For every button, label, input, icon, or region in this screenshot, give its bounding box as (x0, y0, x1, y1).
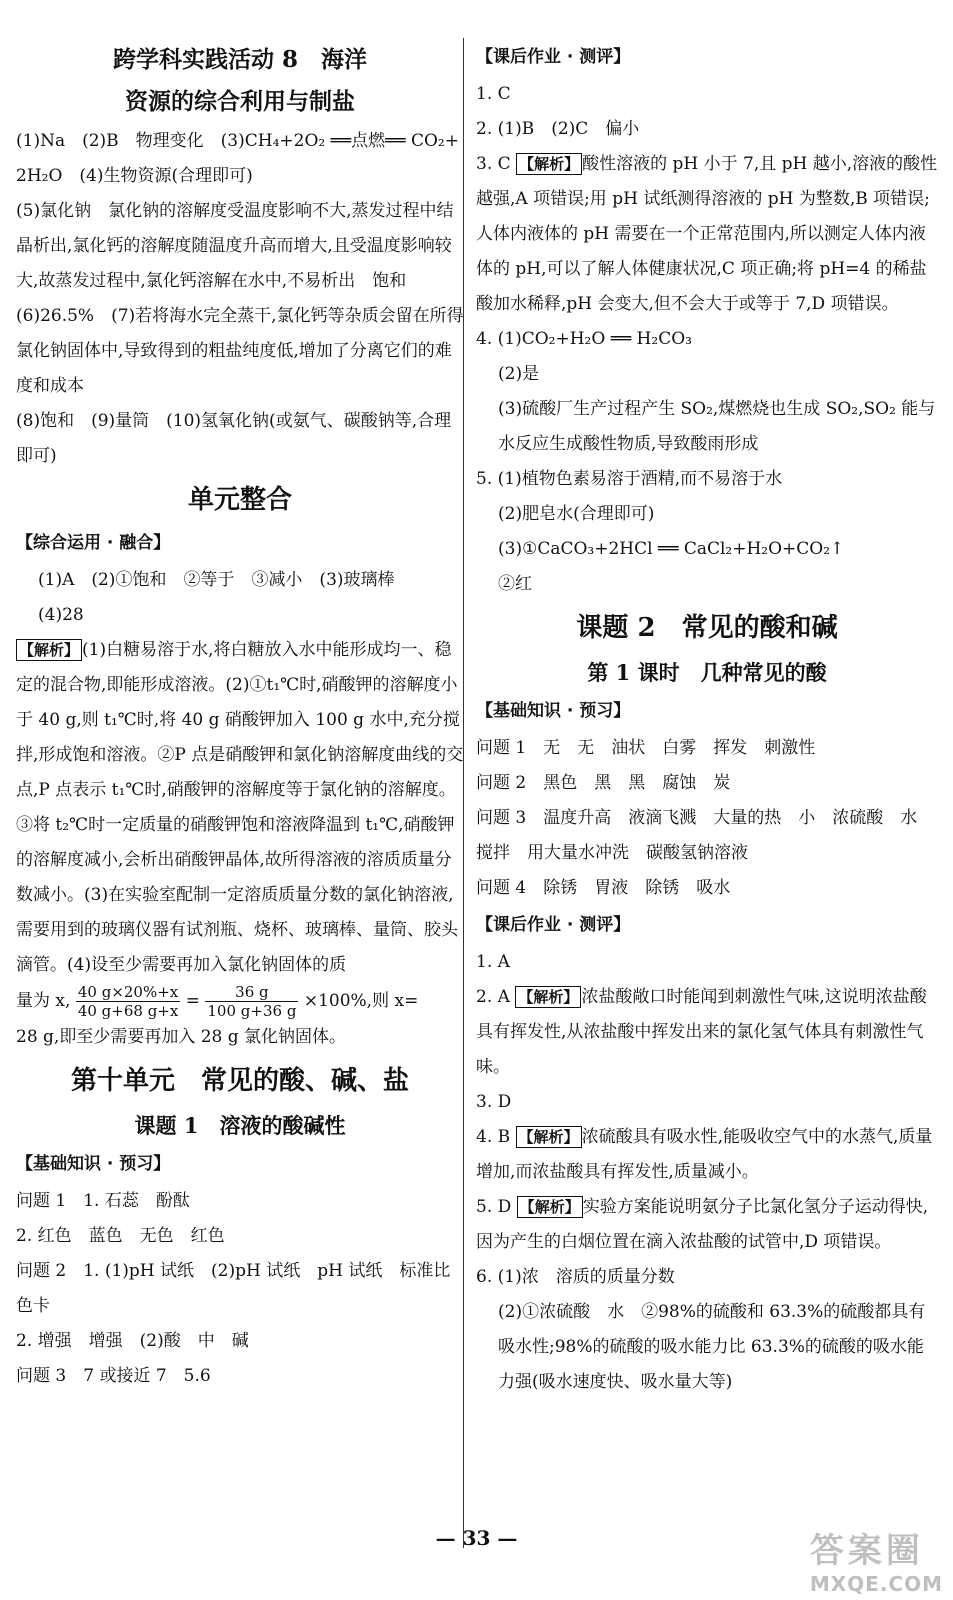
chapter-title: 第十单元 常见的酸、碱、盐 (70, 1066, 409, 1096)
answer-line: (2)肥皂水(合理即可) (498, 504, 655, 524)
section-heading: 【综合运用 · 融合】 (16, 533, 171, 553)
answer-number: 5. D (476, 1197, 512, 1217)
question-line: 问题 2 1. (1)pH 试纸 (2)pH 试纸 pH 试纸 标准比色卡 (16, 1261, 451, 1316)
fraction-numerator: 36 g (205, 983, 298, 1002)
jiexi-tag: 【 解析 】 (517, 1196, 583, 1218)
fraction-left (76, 983, 181, 1020)
period-title: 第 1 课时 几种常见的酸 (587, 660, 827, 685)
activity-title-1: 跨学科实践活动 8 海洋 (112, 46, 367, 73)
question-line: 问题 4 除锈 胃液 除锈 吸水 (476, 878, 731, 898)
activity-title-2: 资源的综合利用与制盐 (125, 88, 355, 115)
fraction-denominator: 40 g+68 g+x (77, 1002, 179, 1020)
answer-line: (8)饱和 (9)量筒 (10)氢氧化钠(或氨气、碳酸钠等,合理即可) (16, 411, 452, 466)
lesson-title: 课题 2 常见的酸和碱 (576, 613, 838, 643)
answer-line: 5. (1)植物色素易溶于酒精,而不易溶于水 (476, 469, 783, 489)
answer-paragraph: (5)氯化钠 氯化钠的溶解度受温度影响不大,蒸发过程中结晶析出,氯化钙的溶解度随温度升高而增大,且受温度影响较大,故蒸发过程中,氯化钙溶解在水中,不易析出 饱和 (6)26.5% (7)若将海水完全蒸干,氯化钙等杂质会留在所得氯化钠固体中,导致得到的粗盐纯度低,增加了分离它们的难度和成本 (16, 201, 464, 396)
equation-prefix: 量为 x, (16, 991, 71, 1011)
answer-line: ②红 (498, 574, 532, 594)
answer-line: 1. A (476, 952, 510, 972)
section-heading: 【课后作业 · 测评】 (476, 47, 631, 67)
explanation-text: 实验方案能说明氨分子比氯化氢分子运动得快,因为产生的白烟位置在滴入浓盐酸的试管中,D 项错误。 (476, 1197, 929, 1252)
fraction-numerator: 40 g×20%+x (76, 983, 181, 1002)
section-heading: 【基础知识 · 预习】 (16, 1154, 171, 1174)
equation-suffix: ×100%,则 x= (303, 991, 419, 1011)
answer-paragraph (476, 980, 938, 1085)
answer-paragraph: (2)①浓硫酸 水 ②98%的硫酸和 63.3%的硫酸都具有吸水性;98%的硫酸的吸水能力比 63.3%的硫酸的吸水能力强(吸水速度快、吸水量大等) (498, 1302, 926, 1392)
page-number: — 33 — (435, 1526, 518, 1550)
answer-number: 4. B (476, 1127, 511, 1147)
question-line: 问题 1 1. 石蕊 酚酞 (16, 1191, 190, 1211)
jiexi-tag: 【 解析 】 (515, 986, 581, 1008)
question-line: 问题 3 温度升高 液滴飞溅 大量的热 小 浓硫酸 水 搅拌 用大量水冲洗 碳酸氢钠溶液 (476, 808, 935, 863)
answer-line: 6. (1)浓 溶质的质量分数 (476, 1267, 675, 1287)
answer-number: 3. C (476, 154, 511, 174)
question-line: 问题 3 7 或接近 7 5.6 (16, 1366, 211, 1386)
question-line: 问题 2 黑色 黑 黑 腐蚀 炭 (476, 773, 731, 793)
answer-line: (1)A (2)①饱和 ②等于 ③减小 (3)玻璃棒 (38, 570, 395, 590)
unit-title: 单元整合 (187, 485, 292, 515)
answer-line: 3. D (476, 1092, 512, 1112)
jiexi-tag: 【 解析 】 (516, 1126, 582, 1148)
explanation-end: 28 g,即至少需要再加入 28 g 氯化钠固体。 (16, 1027, 347, 1047)
question-line: 2. 红色 蓝色 无色 红色 (16, 1226, 225, 1246)
explanation-text: (1)白糖易溶于水,将白糖放入水中能形成均一、稳定的混合物,即能形成溶液。(2)①t₁℃时,硝酸钾的溶解度小于 40 g,则 t₁℃时,将 40 g 硝酸钾加入 100 g 水中,充分搅拌,形成饱和溶液。②P 点是硝酸钾和氯化钠溶解度曲线的交点,P 点表示 t₁℃时,硝酸钾的溶解度等于氯化钠的溶解度。③将 t₂℃时一定质量的硝酸钾饱和溶液降温到 t₁℃,硝酸钾的溶解度减小,会析出硝酸钾晶体,故所得溶液的溶质质量分数减小。(3)在实验室配制一定溶质质量分数的氯化钠溶液,需要用到的玻璃仪器有试剂瓶、烧杯、玻璃棒、量筒、胶头滴管。(4)设至少需要再加入氯化钠固体的质 (16, 640, 464, 975)
answer-paragraph (476, 147, 938, 322)
equals-sign: = (185, 991, 200, 1011)
answer-paragraph (476, 1120, 938, 1190)
question-line: 2. 增强 增强 (2)酸 中 碱 (16, 1331, 249, 1351)
watermark-en: MXQE.COM (809, 1572, 943, 1596)
answer-line: 4. (1)CO₂+H₂O ══ H₂CO₃ (476, 329, 692, 349)
answer-line: 2H₂O (4)生物资源(合理即可) (16, 166, 253, 186)
explanation-text: 浓硫酸具有吸水性,能吸收空气中的水蒸气,质量增加,而浓盐酸具有挥发性,质量减小。 (476, 1127, 933, 1182)
answer-line: (2)是 (498, 364, 540, 384)
fraction-right (205, 983, 298, 1020)
watermark-logo (810, 1523, 943, 1596)
fraction-denominator: 100 g+36 g (207, 1002, 297, 1020)
answer-line: 1. C (476, 84, 511, 104)
section-heading: 【基础知识 · 预习】 (476, 701, 631, 721)
answer-line: (3)①CaCO₃+2HCl ══ CaCl₂+H₂O+CO₂↑ (498, 539, 845, 559)
jiexi-tag: 【 解析 】 (16, 639, 82, 661)
lesson-title: 课题 1 溶液的酸碱性 (134, 1113, 346, 1138)
explanation-text: 酸性溶液的 pH 小于 7,且 pH 越小,溶液的酸性越强,A 项错误;用 pH 试纸测得溶液的 pH 为整数,B 项错误;人体内液体的 pH 需要在一个正常范围内,所以测定人体内液体的 pH,可以了解人体健康状况,C 项正确;将 pH=4 的稀盐酸加水稀释,pH 会变大,但不会大于或等于 7,D 项错误。 (476, 154, 938, 314)
answer-paragraph (476, 1190, 938, 1260)
answer-line: 2. (1)B (2)C 偏小 (476, 119, 640, 139)
answer-line: (1)Na (2)B 物理变化 (3)CH₄+2O₂ ══点燃══ CO₂+ (16, 131, 459, 151)
equation-line (16, 983, 464, 1020)
explanation-text: 浓盐酸敞口时能闻到刺激性气味,这说明浓盐酸具有挥发性,从浓盐酸中挥发出来的氯化氢气体具有刺激性气味。 (476, 987, 927, 1077)
watermark-cn: 答案圈 (809, 1531, 924, 1571)
section-heading: 【课后作业 · 测评】 (476, 915, 631, 935)
left-column (16, 38, 464, 1394)
answer-number: 2. A (476, 987, 510, 1007)
explanation-paragraph (16, 633, 464, 983)
answer-paragraph: (3)硫酸厂生产过程产生 SO₂,煤燃烧也生成 SO₂,SO₂ 能与水反应生成酸性物质,导致酸雨形成 (498, 399, 936, 454)
jiexi-tag: 【 解析 】 (516, 153, 582, 175)
answer-line: (4)28 (38, 605, 84, 625)
right-column (476, 38, 938, 1400)
question-line: 问题 1 无 无 油状 白雾 挥发 刺激性 (476, 738, 816, 758)
